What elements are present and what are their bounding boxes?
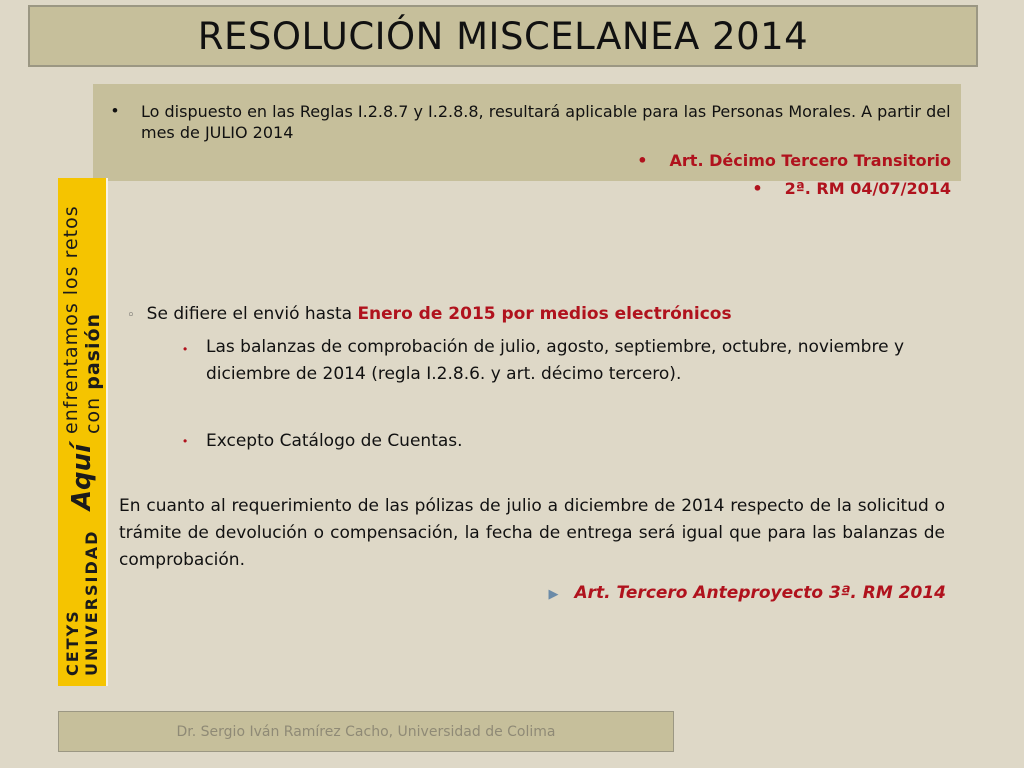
ref-text-3: Art. Tercero Anteproyecto 3ª. RM 2014 — [574, 583, 946, 603]
item2-bullet: • — [183, 434, 188, 448]
item1-bullet: • — [183, 342, 188, 356]
deferral-highlight: Enero de 2015 por medios electrónicos — [357, 304, 732, 324]
ref-text-1: Art. Décimo Tercero Transitorio — [669, 151, 951, 170]
banner-content — [58, 182, 107, 682]
university-banner — [58, 178, 108, 686]
ref-line-2 — [752, 179, 951, 198]
sub-bullet: ◦ — [127, 308, 135, 323]
footer-box — [58, 711, 674, 752]
ref-bullet-2: • — [752, 179, 763, 198]
banner-slogan-bold: pasión — [82, 312, 104, 390]
ref-bullet-1: • — [637, 151, 648, 170]
item2-text: Excepto Catálogo de Cuentas. — [206, 431, 463, 451]
main-paragraph: En cuanto al requerimiento de las pólizas de julio a diciembre de 2014 respecto de la solicitud o trámite de devolución o compensación, la fecha de entrega será igual que para las balanzas de comprobación. — [119, 496, 945, 570]
ref-line-3 — [548, 583, 946, 603]
slide-title: RESOLUCIÓN MISCELANEA 2014 — [197, 14, 809, 58]
deferral-item — [127, 304, 732, 324]
banner-aqui: Aquí — [67, 443, 97, 511]
footer-text: Dr. Sergio Iván Ramírez Cacho, Universidad de Colima — [176, 723, 556, 740]
deferral-prefix: Se difiere el envió hasta — [146, 304, 358, 324]
info-text: Lo dispuesto en las Reglas I.2.8.7 y I.2.8.8, resultará aplicable para las Personas Morales. A partir del mes de JULIO 2014 — [141, 102, 951, 142]
title-box — [28, 5, 978, 67]
banner-brand-logo: CETYS UNIVERSIDAD — [63, 529, 101, 676]
banner-slogan — [60, 182, 104, 434]
triangle-bullet-icon: ▶ — [548, 587, 559, 602]
banner-slogan-normal: enfrentamos los retos con — [60, 205, 104, 434]
item1-text: Las balanzas de comprobación de julio, agosto, septiembre, octubre, noviembre y diciembre de 2014 (regla I.2.8.6. y art. décimo tercero). — [206, 337, 905, 384]
ref-text-2: 2ª. RM 04/07/2014 — [784, 179, 951, 198]
info-bullet: • — [112, 101, 118, 120]
ref-line-1 — [637, 151, 951, 170]
